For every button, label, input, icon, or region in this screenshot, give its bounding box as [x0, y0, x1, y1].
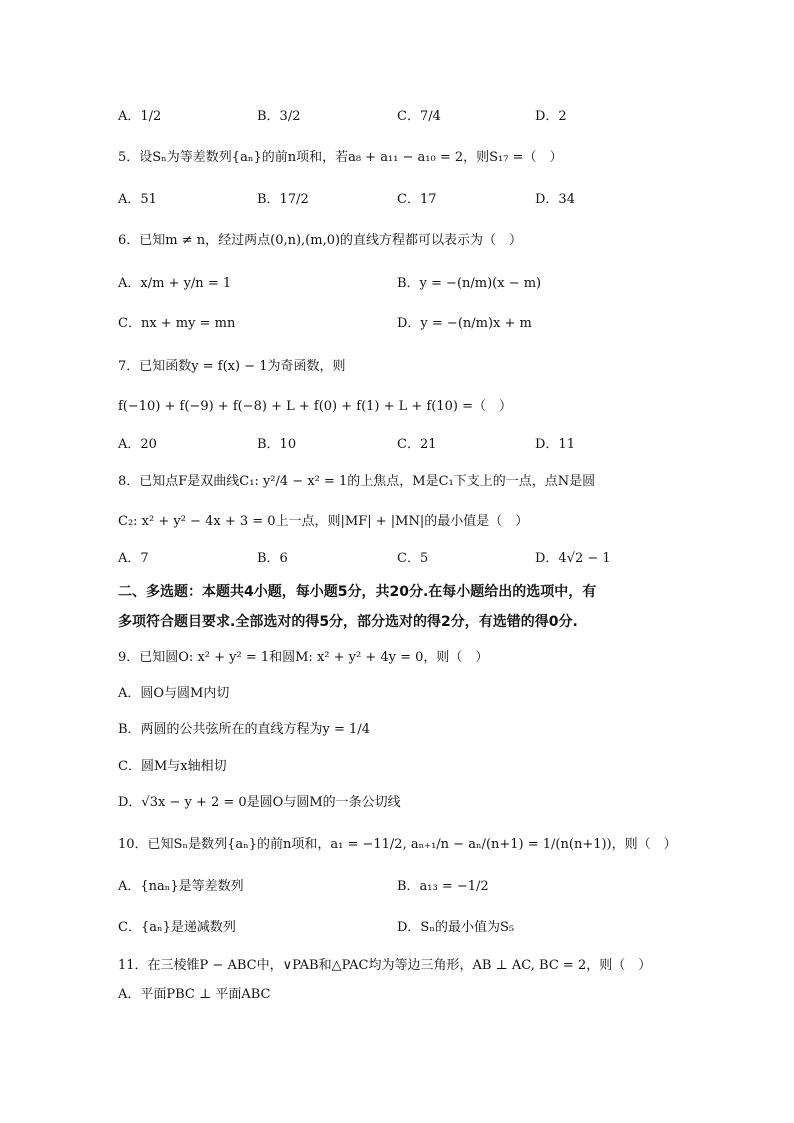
q8-option-a: A．7	[118, 551, 149, 566]
q8-option-d: D．4√2 − 1	[535, 551, 611, 566]
q10-option-d: D．Sₙ的最小值为S₅	[397, 920, 515, 935]
q10-option-a: A．{naₙ}是等差数列	[118, 879, 244, 894]
q7-option-a: A．20	[118, 437, 157, 452]
q5-option-c: C．17	[397, 192, 437, 207]
q6-option-c: C．nx + my = mn	[118, 316, 236, 331]
q10-option-c: C．{aₙ}是递减数列	[118, 920, 236, 935]
q4-option-d: D．2	[535, 109, 567, 124]
q9-option-d: D．√3x − y + 2 = 0是圆O与圆M的一条公切线	[118, 795, 401, 810]
q5-option-b: B．17/2	[257, 192, 309, 207]
q4-option-b: B．3/2	[257, 109, 301, 124]
q7-option-b: B．10	[257, 437, 297, 452]
q5-option-d: D．34	[535, 192, 575, 207]
q10-option-b: B．a₁₃ = −1/2	[397, 879, 489, 894]
section-heading-line-1: 二、多选题：本题共4小题，每小题5分，共20分.在每小题给出的选项中，有	[118, 584, 597, 600]
q6-option-d: D．y = −(n/m)x + m	[397, 316, 532, 331]
q10-stem: 10．已知Sₙ是数列{aₙ}的前n项和，a₁ = −11/2, aₙ₊₁/n − aₙ/(n+1) = 1/(n(n+1))，则（ ）	[118, 837, 677, 852]
q7-option-d: D．11	[535, 437, 575, 452]
q7-stem: 7．已知函数y = f(x) − 1为奇函数，则	[118, 359, 346, 374]
q9-stem: 9．已知圆O: x² + y² = 1和圆M: x² + y² + 4y = 0，则（ ）	[118, 650, 489, 665]
q7-option-c: C．21	[397, 437, 437, 452]
q9-option-b: B．两圆的公共弦所在的直线方程为y = 1/4	[118, 722, 370, 737]
q5-stem: 5．设Sₙ为等差数列{aₙ}的前n项和，若a₈ + a₁₁ − a₁₀ = 2，则S₁₇ =（ ）	[118, 150, 563, 165]
q4-option-a: A．1/2	[118, 109, 162, 124]
q8-option-b: B．6	[257, 551, 288, 566]
q8-stem: 8．已知点F是双曲线C₁: y²/4 − x² = 1的上焦点，M是C₁下支上的一点，点N是圆	[118, 474, 596, 489]
q8-stem-continued: C₂: x² + y² − 4x + 3 = 0上一点，则|MF| + |MN|的最小值是（ ）	[118, 514, 529, 529]
q4-option-c: C．7/4	[397, 109, 441, 124]
q11-stem: 11．在三棱锥P − ABC中，∨PAB和△PAC均为等边三角形，AB ⊥ AC, BC = 2，则（ ）	[118, 958, 652, 973]
q8-option-c: C．5	[397, 551, 429, 566]
q9-option-c: C．圆M与x轴相切	[118, 759, 227, 774]
q9-option-a: A．圆O与圆M内切	[118, 686, 230, 701]
section-heading-line-2: 多项符合题目要求.全部选对的得5分，部分选对的得2分，有选错的得0分.	[118, 614, 578, 630]
q6-option-b: B．y = −(n/m)(x − m)	[397, 276, 542, 291]
q6-option-a: A．x/m + y/n = 1	[118, 276, 232, 291]
q6-stem: 6．已知m ≠ n，经过两点(0,n),(m,0)的直线方程都可以表示为（ ）	[118, 233, 523, 248]
q7-formula: f(−10) + f(−9) + f(−8) + L + f(0) + f(1) + L + f(10) =（ ）	[118, 399, 512, 414]
q5-option-a: A．51	[118, 192, 157, 207]
q11-option-a: A．平面PBC ⊥ 平面ABC	[118, 987, 271, 1002]
